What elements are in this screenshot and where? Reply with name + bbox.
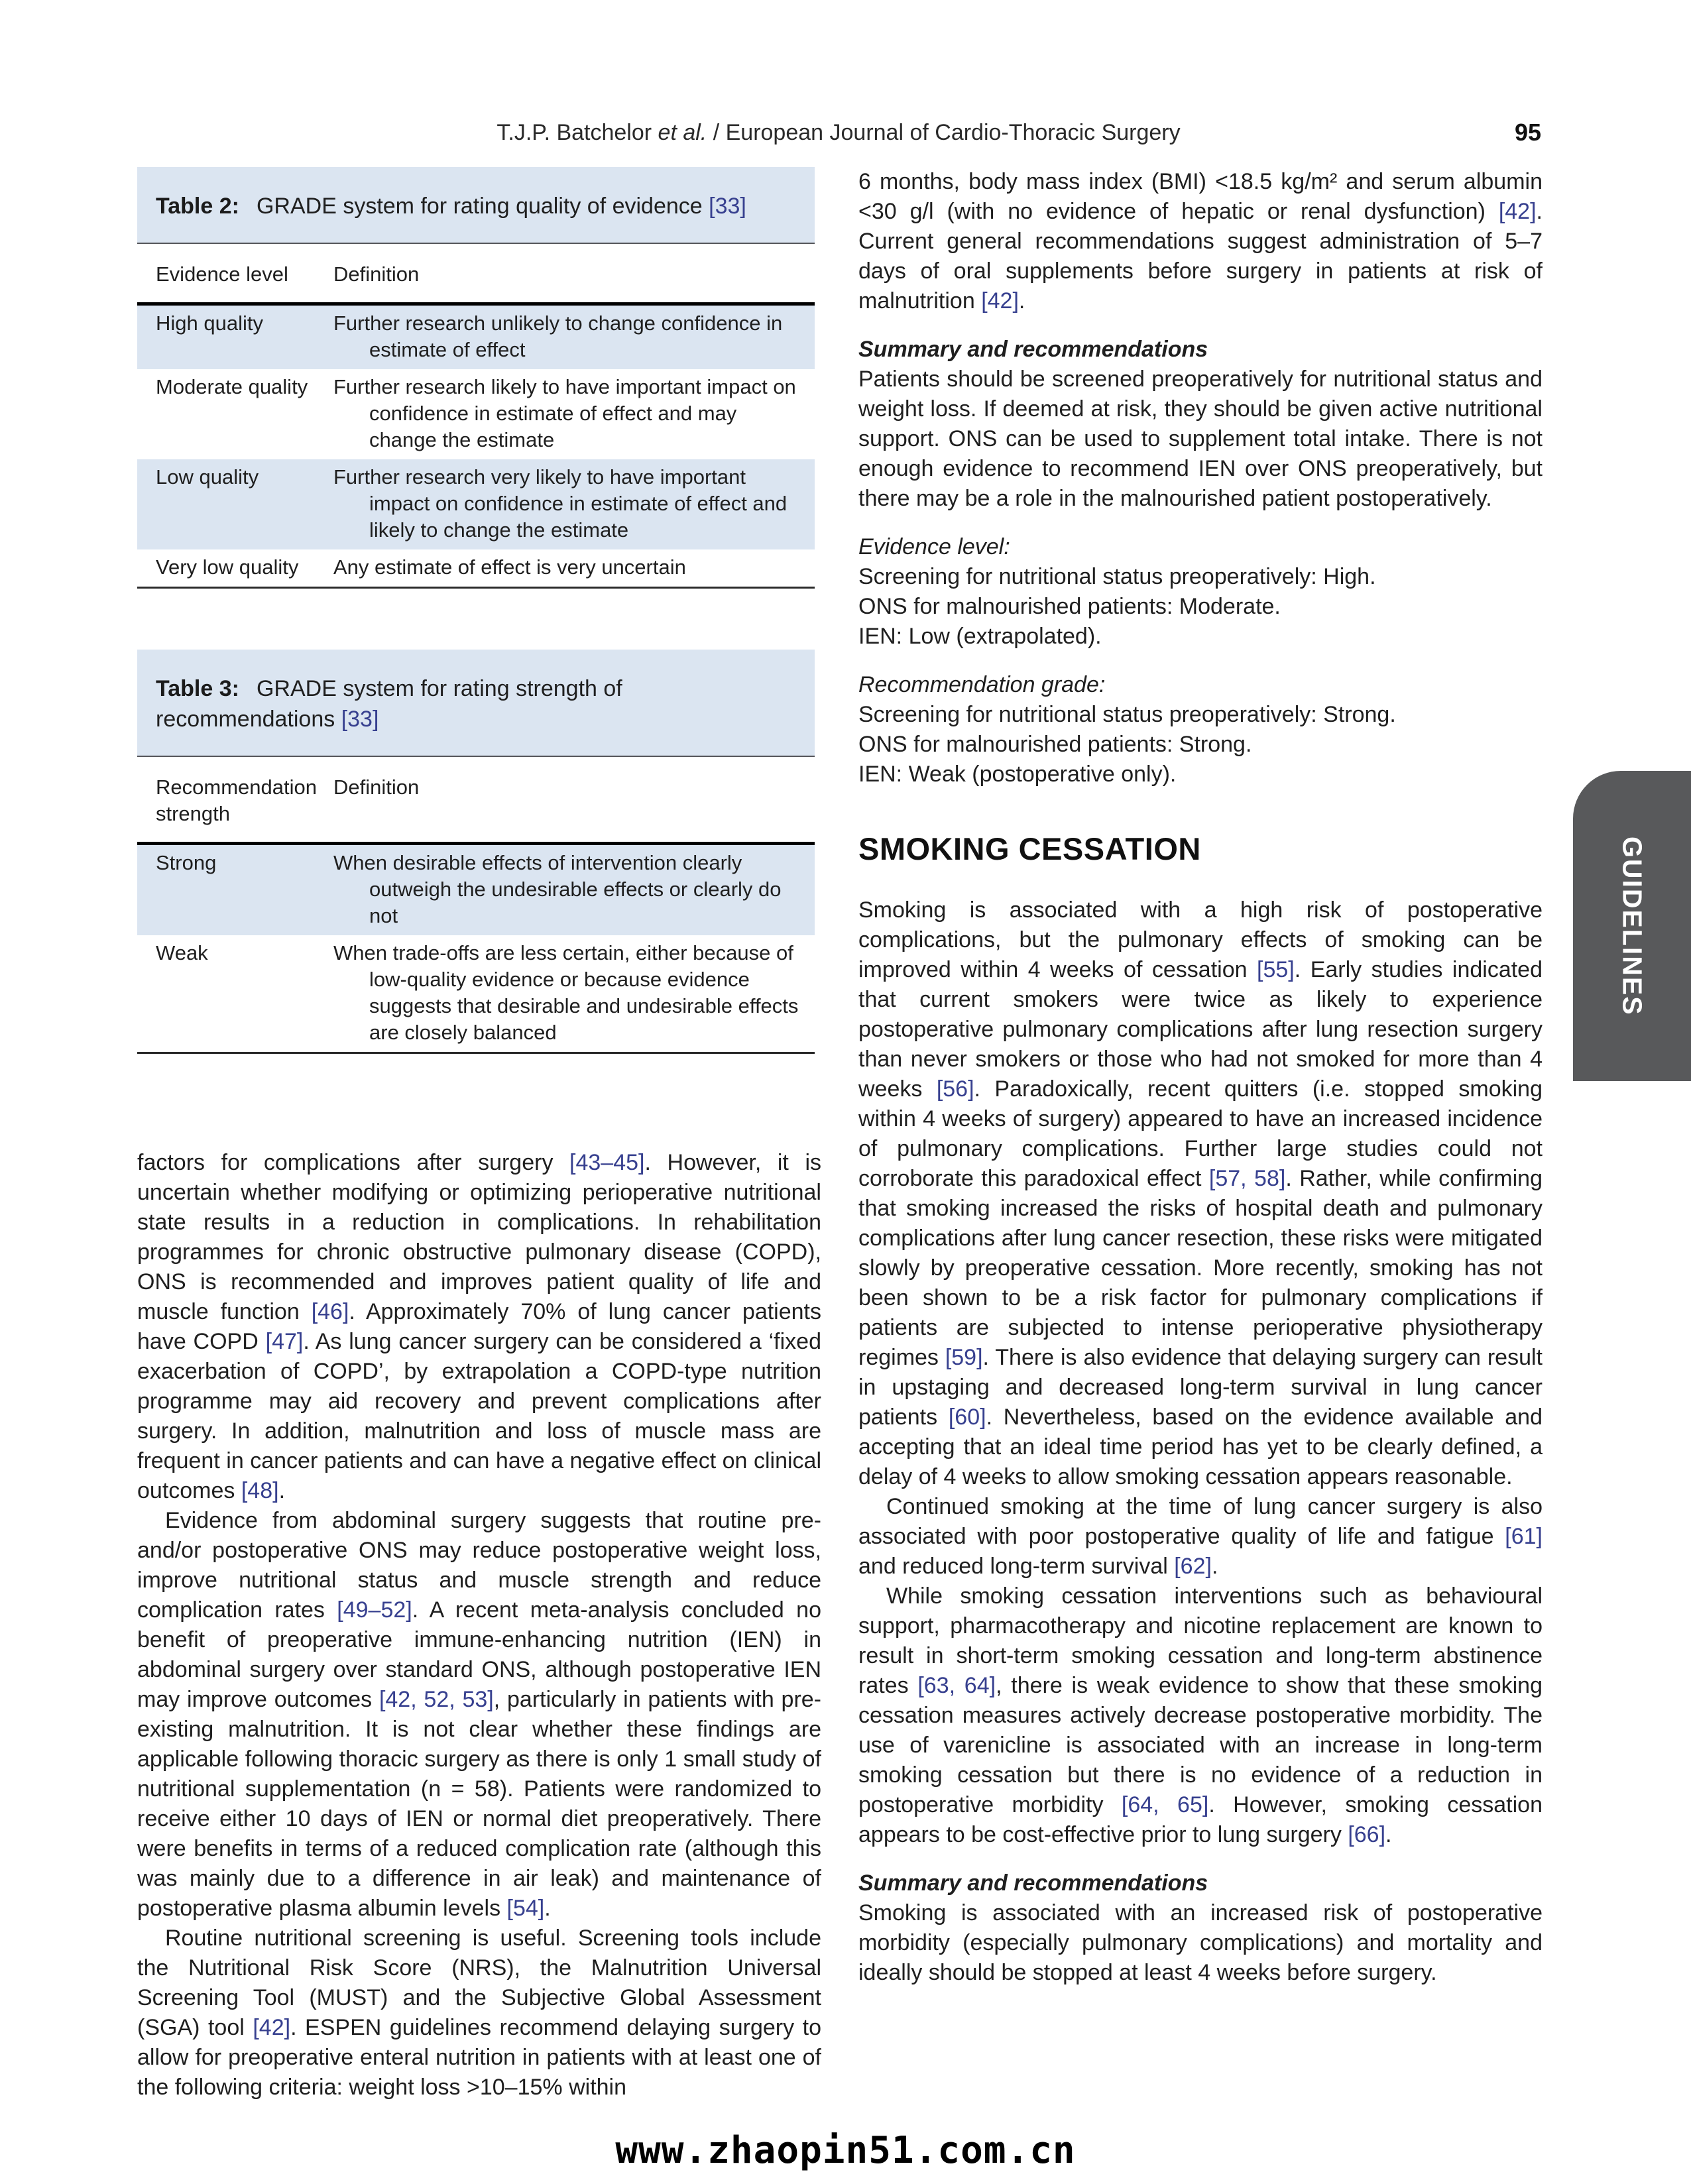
evidence-level-block: [858, 532, 1543, 652]
citation-reference: [46]: [311, 1299, 349, 1324]
column-header: Recommendation strength: [156, 776, 317, 825]
table-caption-label: Table 3:: [156, 676, 239, 701]
evidence-level-cell: Very low quality: [156, 555, 299, 579]
evidence-level-label: Evidence level:: [858, 534, 1010, 559]
table-3-body: [137, 845, 815, 1054]
table-3-caption: [137, 650, 815, 757]
table-row: [137, 369, 815, 459]
definition-cell: When desirable effects of intervention clearly outweigh the undesirable effects or clearly do not: [333, 851, 782, 927]
table-row: [137, 459, 815, 549]
citation-reference: [49–52]: [337, 1597, 412, 1623]
citation-reference: [42]: [253, 2015, 291, 2040]
watermark: www.zhaopin51.com.cn: [615, 2129, 1076, 2172]
citation-reference: [43–45]: [569, 1150, 645, 1175]
citation-reference: [60]: [948, 1405, 986, 1430]
citation-reference: [55]: [1257, 957, 1295, 982]
citation-reference: [56]: [936, 1076, 974, 1102]
recommendation-grade-block: [858, 670, 1543, 789]
body-paragraph: Evidence from abdominal surgery suggests that routine pre- and/or postoperative ONS may reduce postoperative weight loss, improve nutritional status and muscle strength and reduce complication rates [49–52]. A recent meta-analysis concluded no benefit of preoperative immune-enhancing nutrition (IEN) in abdominal surgery over standard ONS, although postoperative IEN may improve outcomes [42, 52, 53], particularly in patients with pre-existing malnutrition. It is not clear whether these findings are applicable following thoracic surgery as there is only 1 small study of nutritional supplementation (n = 58). Patients were randomized to receive either 10 days of IEN or normal diet preoperatively. There were benefits in terms of a reduced complication rate (although this was mainly due to a difference in air leak) and maintenance of postoperative plasma albumin levels [54].: [137, 1508, 822, 1921]
definition-cell: Further research unlikely to change confidence in estimate of effect: [333, 312, 783, 361]
left-column: [137, 167, 821, 2102]
citation-reference: [47]: [265, 1329, 304, 1354]
citation-reference: [42, 52, 53]: [379, 1687, 494, 1712]
citation-reference: [48]: [241, 1478, 279, 1503]
body-paragraph: Continued smoking at the time of lung cancer surgery is also associated with poor postoperative quality of life and fatigue [61] and reduced long-term survival [62].: [858, 1494, 1543, 1579]
column-header: Evidence level: [156, 262, 288, 286]
definition-cell: Further research very likely to have important impact on confidence in estimate of effect and likely to change the estimate: [333, 465, 787, 542]
citation-reference: [63, 64]: [917, 1673, 996, 1698]
evidence-level-cell: Moderate quality: [156, 375, 308, 398]
subsection-heading: Summary and recommendations: [858, 337, 1208, 362]
evidence-level-cell: Low quality: [156, 465, 259, 489]
table-2-body: [137, 306, 815, 589]
citation-reference: [42]: [981, 288, 1019, 314]
page-number: 95: [1514, 119, 1541, 146]
body-paragraph: Smoking is associated with a high risk of postoperative complications, but the pulmonary effects of smoking can be improved within 4 weeks of cessation [55]. Early studies indicated that current smokers were twice as likely to experience postoperative pulmonary complications after lung resection surgery than never smokers or those who had not smoked for more than 4 weeks [56]. Paradoxically, recent quitters (i.e. stopped smoking within 4 weeks of surgery) appeared to have an increased incidence of pulmonary complications. Further large studies could not corroborate this paradoxical effect [57, 58]. Rather, while confirming that smoking increased the risks of hospital death and pulmonary complications after lung cancer resection, these risks were mitigated slowly by preoperative cessation. More recently, smoking has not been shown to be a risk factor for pulmonary complications if patients are subjected to intense perioperative physiotherapy regimes [59]. There is also evidence that delaying surgery can result in upstaging and decreased long-term survival in lung cancer patients [60]. Nevertheless, based on the evidence available and accepting that an ideal time period has yet to be clearly defined, a delay of 4 weeks to allow smoking cessation appears reasonable.: [858, 897, 1543, 1489]
recommendation-strength-cell: Strong: [156, 851, 217, 874]
citation-reference: [57, 58]: [1208, 1166, 1286, 1191]
column-header: Definition: [333, 262, 420, 286]
body-paragraph: Patients should be screened preoperatively for nutritional status and weight loss. If deemed at risk, they should be given active nutritional support. ONS can be used to supplement total intake. There is not enough evidence to recommend IEN over ONS preoperatively, but there may be a role in the malnourished patient postoperatively.: [858, 367, 1543, 511]
running-header: [136, 118, 1541, 147]
body-paragraph: While smoking cessation interventions such as behavioural support, pharmacotherapy and nicotine replacement are known to result in short-term smoking cessation and long-term abstinence rates [63, 64], there is weak evidence to show that these smoking cessation measures actively decrease postoperative morbidity. The use of varenicline is associated with an increase in long-term smoking cessation but there is no evidence of a reduction in postoperative morbidity [64, 65]. However, smoking cessation appears to be cost-effective prior to lung surgery [66].: [858, 1583, 1543, 1847]
table-caption-text: GRADE system for rating quality of evidence [33]: [256, 194, 746, 219]
section-heading-smoking-cessation: SMOKING CESSATION: [858, 831, 1201, 866]
citation-reference: [64, 65]: [1121, 1792, 1209, 1817]
recommendation-grade-label: Recommendation grade:: [858, 672, 1106, 697]
recommendation-grade-line: IEN: Weak (postoperative only).: [858, 762, 1177, 787]
recommendation-strength-cell: Weak: [156, 941, 208, 964]
table-2-caption: [137, 167, 815, 244]
evidence-level-line: ONS for malnourished patients: Moderate.: [858, 594, 1281, 619]
table-row: [137, 549, 815, 587]
table-caption-text: GRADE system for rating strength of recommendations [33]: [156, 676, 622, 732]
citation-reference: [59]: [945, 1345, 983, 1370]
definition-cell: Further research likely to have important impact on confidence in estimate of effect and may change the estimate: [333, 375, 796, 451]
citation-reference: [61]: [1505, 1524, 1543, 1549]
definition-cell: When trade-offs are less certain, either because of low-quality evidence or because evidence suggests that desirable and undesirable effects are closely balanced: [333, 941, 799, 1044]
citation-reference: [33]: [341, 707, 379, 732]
recommendation-grade-line: Screening for nutritional status preoperatively: Strong.: [858, 702, 1396, 727]
table-row: [137, 845, 815, 935]
table-2: [137, 167, 815, 589]
header-citation: [136, 118, 1541, 147]
body-paragraph: Smoking is associated with an increased risk of postoperative morbidity (especially pulmonary complications) and mortality and ideally should be stopped at least 4 weeks before surgery.: [858, 1900, 1543, 1985]
citation-reference: [42]: [1498, 199, 1537, 224]
citation-reference: [62]: [1174, 1554, 1212, 1579]
body-paragraph: Routine nutritional screening is useful. Screening tools include the Nutritional Risk Score (NRS), the Malnutrition Universal Screening Tool (MUST) and the Subjective Global Assessment (SGA) tool [42]. ESPEN guidelines recommend delaying surgery to allow for preoperative enteral nutrition in patients with at least one of the following criteria: weight loss >10–15% within: [137, 1925, 821, 2100]
citation-reference: [66]: [1348, 1822, 1386, 1847]
evidence-level-line: IEN: Low (extrapolated).: [858, 624, 1102, 649]
table-3: [137, 650, 815, 1054]
table-3-column-headers: [137, 757, 815, 845]
citation-reference: [54]: [506, 1896, 545, 1921]
recommendation-grade-line: ONS for malnourished patients: Strong.: [858, 732, 1252, 757]
column-header: Definition: [333, 776, 420, 799]
guidelines-tab-label: GUIDELINES: [1617, 836, 1648, 1016]
table-row: [137, 935, 815, 1052]
right-column: [858, 167, 1543, 1988]
table-caption-label: Table 2:: [156, 194, 239, 219]
subsection-heading: Summary and recommendations: [858, 1870, 1208, 1896]
guidelines-side-tab: [1573, 771, 1691, 1081]
body-paragraph: factors for complications after surgery [43–45]. However, it is uncertain whether modifying or optimizing perioperative nutritional state results in a reduction in complications. In rehabilitation programmes for chronic obstructive pulmonary disease (COPD), ONS is recommended and improves patient quality of life and muscle function [46]. Approximately 70% of lung cancer patients have COPD [47]. As lung cancer surgery can be considered a ‘fixed exacerbation of COPD’, by extrapolation a COPD-type nutrition programme may aid recovery and prevent complications after surgery. In addition, malnutrition and loss of muscle mass are frequent in cancer patients and can have a negative effect on clinical outcomes [48].: [137, 1150, 821, 1503]
header-journal-title: / European Journal of Cardio-Thoracic Surgery: [707, 120, 1181, 145]
table-2-column-headers: [137, 244, 815, 306]
table-row: [137, 306, 815, 369]
citation-reference: [33]: [709, 194, 746, 219]
definition-cell: Any estimate of effect is very uncertain: [333, 555, 686, 579]
header-authors: T.J.P. Batchelor: [496, 120, 658, 145]
evidence-level-line: Screening for nutritional status preoperatively: High.: [858, 564, 1376, 589]
body-paragraph: 6 months, body mass index (BMI) <18.5 kg/m² and serum albumin <30 g/l (with no evidence of hepatic or renal dysfunction) [42]. Current general recommendations suggest administration of 5–7 days of oral supplements before surgery in patients at risk of malnutrition [42].: [858, 169, 1543, 314]
header-etal: et al.: [658, 120, 707, 145]
evidence-level-cell: High quality: [156, 312, 263, 335]
